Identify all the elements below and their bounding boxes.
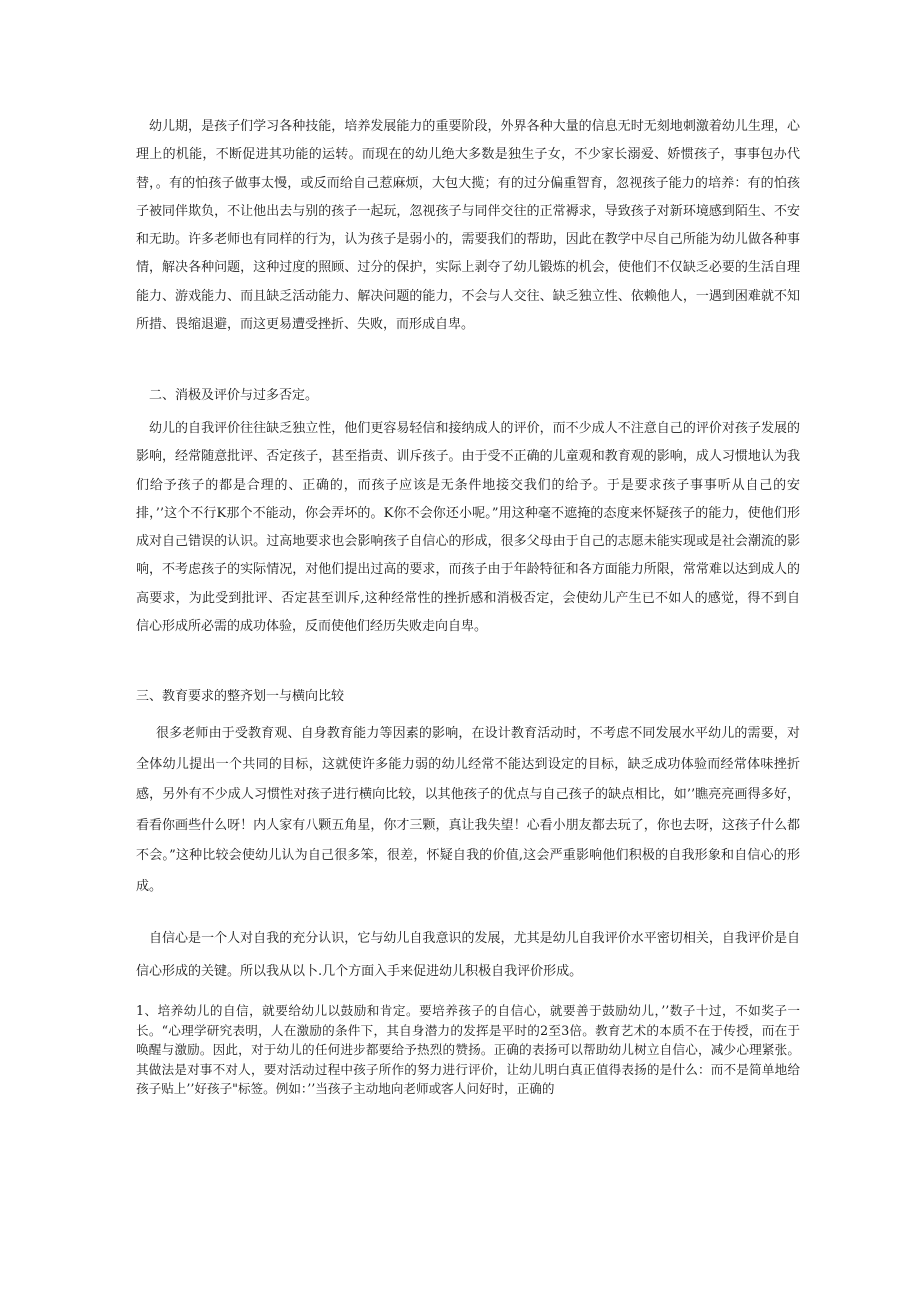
section-2-paragraph: 幼儿的自我评价往往缺乏独立性，他们更容易轻信和接纳成人的评价，而不少成人不注意自己的评价对孩子发展的影响，经常随意批评、否定孩子，甚至指责、训斥孩子。由于受不正确的儿童观和教育观的影响，成人习惯地认为我们给予孩子的都是合理的、正确的，而孩子应该是无条件地接交我们的给予。于是要求孩子事事听从自己的安排，’’这个不行K那个不能动，你会弄坏的。K你不会你还小呢。”用这种毫不遮掩的态度来怀疑孩子的能力，使他们形成对自己错误的认识。过高地要求也会影响孩子自信心的形成，很多父母由于自己的志愿未能实现或是社会潮流的影响，不考虑孩子的实际情况，对他们提出过高的要求，而孩子由于年龄特征和各方面能力所限，常常难以达到成人的高要求，为此受到批评、否定甚至训斥,这种经常性的挫折感和消极否定，会使幼儿产生已不如人的感觉，得不到自信心形成所必需的成功体验，反而使他们经历失败走向自卑。 [136,421,800,635]
confidence-paragraph: 自信心是一个人对自我的充分认识，它与幼儿自我意识的发展，尤其是幼儿自我评价水平密切相关，自我评价是自信心形成的关键。所以我从以卜.几个方面入手来促进幼儿积极自我评价形成。 [136,931,800,979]
section-heading-2: 二、消极及评价与过多否定。 [149,388,319,403]
intro-paragraph: 幼儿期，是孩子们学习各种技能，培养发展能力的重要阶段，外界各种大量的信息无时无刻地刺激着幼儿生理，心理上的机能，不断促进其功能的运转。而现在的幼儿绝大多数是独生子女，不少家长溺爱、娇惯孩子，事事包办代替，。有的怕孩子做事太慢，或反而给自己惹麻烦，大包大揽；有的过分偏重智育，忽视孩子能力的培养：有的怕孩子被同伴欺负，不让他出去与别的孩子一起玩，忽视孩子与同伴交往的正常褥求，导致孩子对新环境感到陌生、不安和无助。许多老师也有同样的行为，认为孩子是弱小的，需要我们的帮助，因此在教学中尽自己所能为幼儿做各种事情，解决各种问题，这种过度的照顾、过分的保护，实际上剥夺了幼儿锻炼的机会，使他们不仅缺乏必要的生活自理能力、游戏能力、而且缺乏活动能力、解决问题的能力，不会与人交往、缺乏独立性、依赖他人，一遇到困难就不知所措、畏缩退避，而这更易遭受挫折、失败，而形成自卑。 [136,119,800,333]
section-3-paragraph: 很多老师由于受教育观、自身教育能力等因素的影响，在设计教育活动时，不考虑不同发展水平幼儿的需要，对全体幼儿提出一个共同的目标，这就使许多能力弱的幼儿经常不能达到设定的目标，缺乏成功体验而经常体味挫折感，另外有不少成人习惯性对孩子进行横向比较，以其他孩子的优点与自己孩子的缺点相比，如’’瞧亮亮画得多好，看看你画些什么呀！内人家有八颗五角星，你才三颗，真让我失望！心看小朋友都去玩了，你也去呀，这孩子什么都不会。”这种比较会使幼儿认为自己很多笨，很差，怀疑自我的价值,这会严重影响他们积极的自我形象和自信心的形成。 [136,726,800,894]
section-heading-2-block [136,382,800,410]
section-heading-3: 三、教育要求的整齐划一与横向比较 [136,689,345,704]
point-1-paragraph-block [136,1001,800,1099]
section-heading-3-block [136,683,800,711]
intro-paragraph-block [136,113,800,339]
point-1-paragraph: 1、培养幼儿的自信，就要给幼儿以鼓励和肯定。要培养孩子的自信心，就要善于鼓励幼儿，’’数子十过，不如奖子一长。“心理学研究表明，人在激励的条件下，其自身潜力的发挥是平时的2至3倍。教育艺术的本质不在于传授，而在于唤醒与激励。因此，对于幼儿的任何进步都要给予热烈的赞扬。正确的表扬可以帮助幼儿树立自信心，减少心理紧张。其做法是对事不对人，要对活动过程中孩子所作的努力进行评价，让幼儿明白真正值得表扬的是什么：而不是简单地给孩子贴上’’好孩子"标签。例如：’’当孩子主动地向老师或客人问好时，正确的 [136,1003,800,1096]
section-3-paragraph-block [136,719,800,902]
confidence-paragraph-block [136,922,800,988]
section-2-paragraph-block [136,415,800,641]
